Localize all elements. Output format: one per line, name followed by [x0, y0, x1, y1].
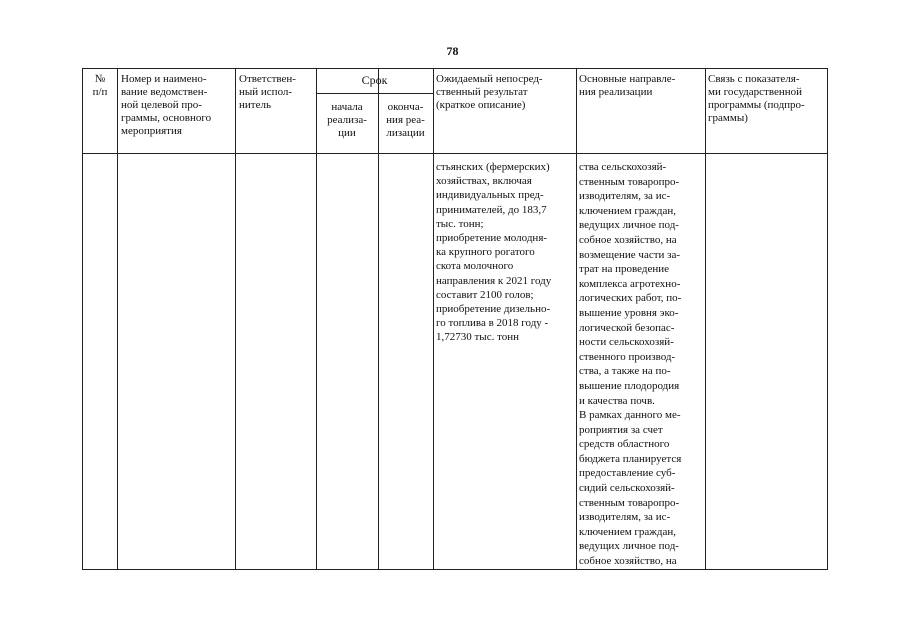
column-divider [576, 69, 577, 569]
header-executor: Ответствен- ный испол- нитель [239, 73, 296, 111]
header-expected-result: Ожидаемый непосред- ственный результат (краткое описание) [436, 73, 543, 111]
header-term: Срок [361, 73, 388, 87]
column-divider [316, 69, 317, 569]
header-program-name: Номер и наимено- вание ведомствен- ной целевой про- граммы, основного мероприятия [121, 73, 212, 137]
term-subheader-divider [316, 93, 433, 94]
main-directions-text: ства сельскохозяй- ственным товаропро- изводителям, за ис- ключением граждан, ведущих личное под- собное хозяйство, на возмещение части за- трат на проведение комплекса агротехно- логических работ, по- вышение уровня эко- логической безопас- ности сельскохозяй- ственного производ- ства, а также на по- вышение плодородия и качества почв. В рамках данного ме- роприятия за счет средств областного бюджета планируется предоставление суб- сидий сельскохозяй- ственным товаропро- изводителям, за ис- ключением граждан, ведущих личное под- собное хозяйство, на [579, 161, 682, 568]
program-table [82, 68, 828, 570]
header-term-end: оконча- ния реа- лизации [386, 101, 425, 139]
column-divider [705, 69, 706, 569]
page-number: 78 [446, 44, 459, 58]
header-indicator-link: Связь с показателя- ми государственной программы (подпро- граммы) [708, 73, 805, 124]
column-divider [117, 69, 118, 569]
column-divider [433, 69, 434, 569]
header-divider [83, 153, 827, 154]
column-divider [378, 69, 379, 569]
expected-result-text: стьянских (фермерских) хозяйствах, включая индивидуальных пред- принимателей, до 183,7 тыс. тонн; приобретение молодня- ка крупного рогатого скота молочного направления к 2021 году составит 2100 голов; приобретение дизельно- го топлива в 2018 году - 1,72730 тыс. тонн [436, 161, 552, 344]
header-row-number: № п/п [92, 73, 108, 98]
column-divider [235, 69, 236, 569]
header-main-directions: Основные направле- ния реализации [579, 73, 676, 98]
header-term-start: начала реализа- ции [327, 101, 367, 139]
